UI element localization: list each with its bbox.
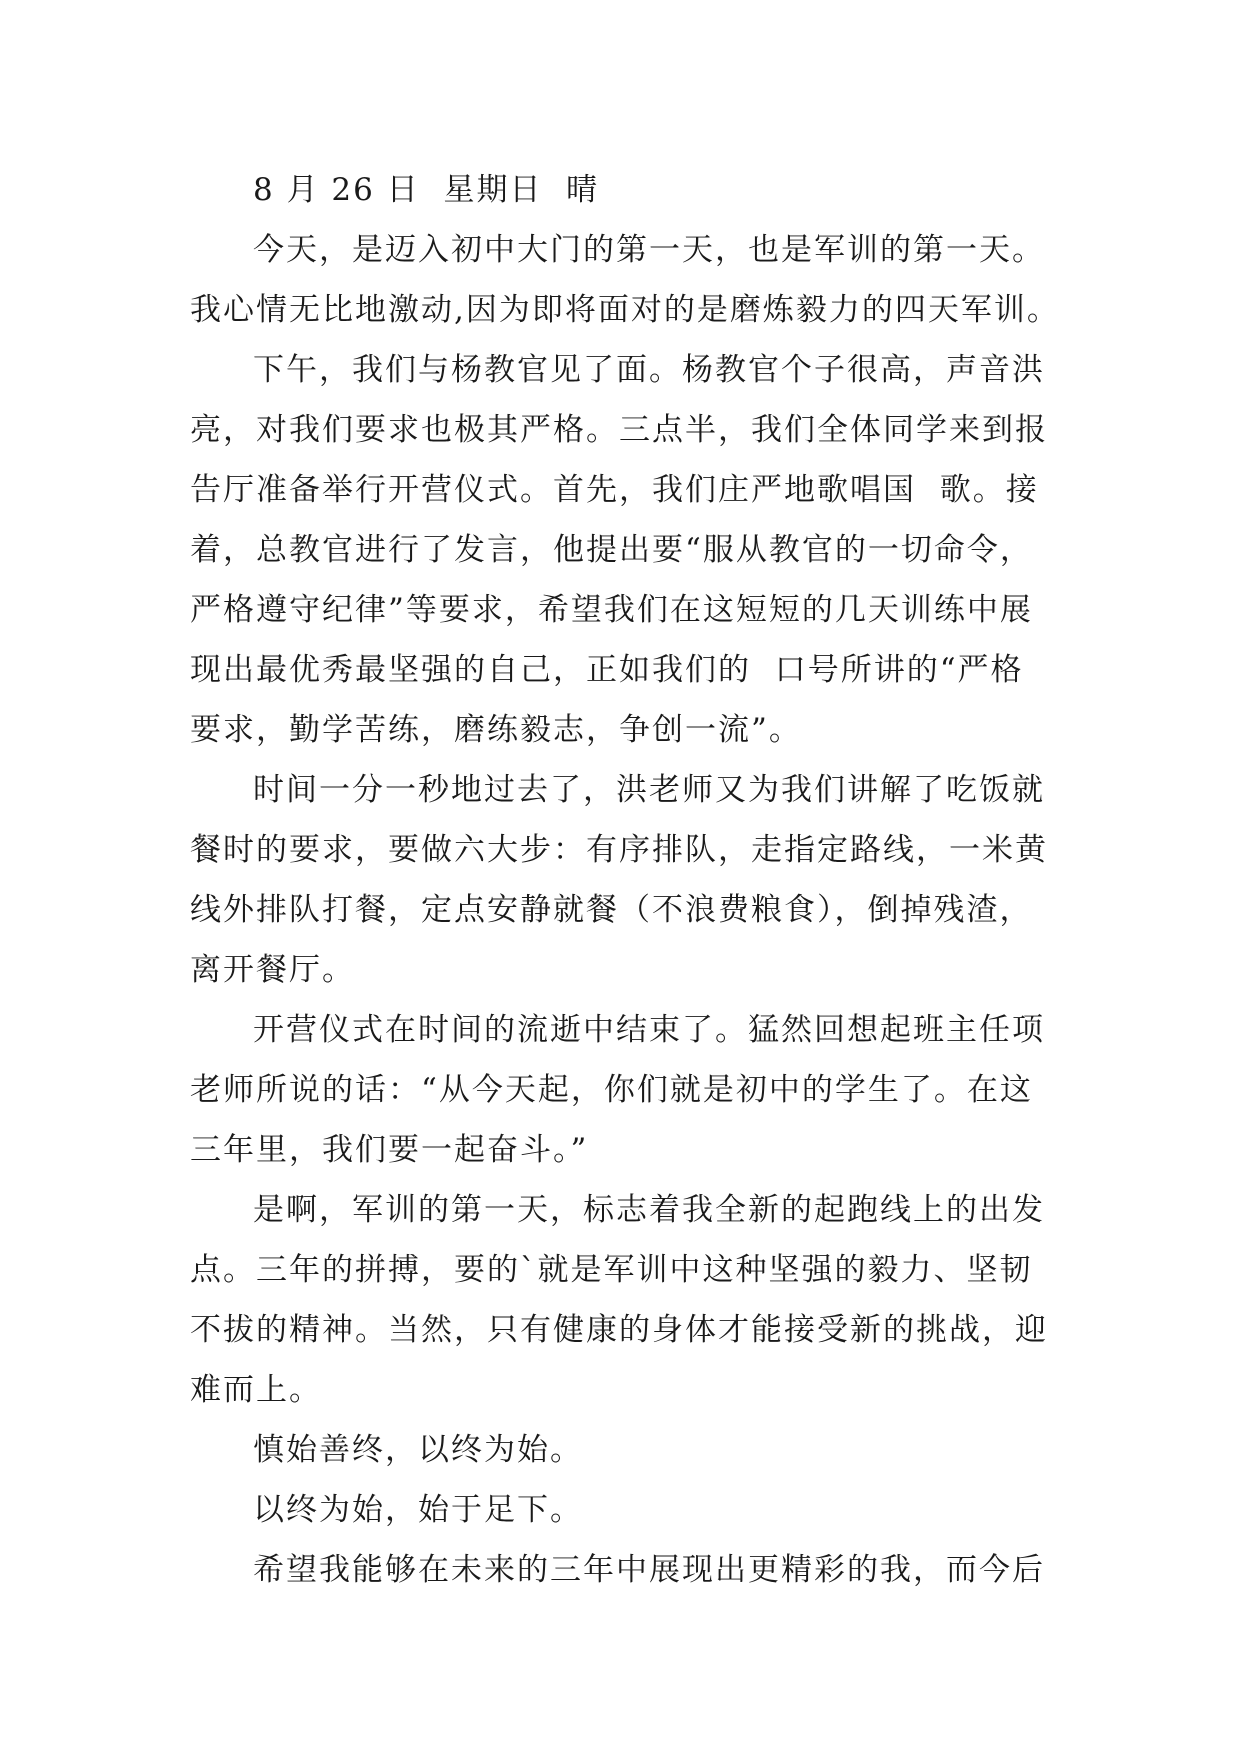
paragraph-line: 点。三年的拼搏，要的`就是军训中这种坚强的毅力、坚韧 xyxy=(190,1252,1033,1288)
paragraph-line: 三年里，我们要一起奋斗。” xyxy=(190,1132,589,1168)
paragraph-line: 严格遵守纪律”等要求，希望我们在这短短的几天训练中展 xyxy=(190,592,1033,628)
paragraph-line: 开营仪式在时间的流逝中结束了。猛然回想起班主任项 xyxy=(253,1012,1045,1048)
paragraph-line: 现出最优秀最坚强的自己，正如我们的 口号所讲的“严格 xyxy=(190,652,1024,688)
paragraph-line: 难而上。 xyxy=(190,1372,322,1408)
paragraph-line: 要求，勤学苦练，磨练毅志，争创一流”。 xyxy=(190,712,802,748)
paragraph-line: 着，总教官进行了发言，他提出要“服从教官的一切命令， xyxy=(190,532,1033,568)
paragraph-line: 离开餐厅。 xyxy=(190,952,355,988)
paragraph-line: 是啊，军训的第一天，标志着我全新的起跑线上的出发 xyxy=(253,1192,1045,1228)
paragraph-line: 线外排队打餐，定点安静就餐（不浪费粮食），倒掉残渣， xyxy=(190,892,1033,928)
paragraph-line: 老师所说的话：“从今天起，你们就是初中的学生了。在这 xyxy=(190,1072,1033,1108)
paragraph-line: 慎始善终，以终为始。 xyxy=(253,1432,583,1468)
date-line: 8 月 26 日 星期日 晴 xyxy=(253,172,600,208)
paragraph-line: 亮，对我们要求也极其严格。三点半，我们全体同学来到报 xyxy=(190,412,1048,448)
paragraph-line: 时间一分一秒地过去了，洪老师又为我们讲解了吃饭就 xyxy=(253,772,1045,808)
paragraph-line: 餐时的要求，要做六大步：有序排队，走指定路线，一米黄 xyxy=(190,832,1048,868)
diary-text xyxy=(190,160,1070,1600)
paragraph-line: 以终为始，始于足下。 xyxy=(253,1492,583,1528)
paragraph-line: 告厅准备举行开营仪式。首先，我们庄严地歌唱国 歌。接 xyxy=(190,472,1039,508)
paragraph-line: 我心情无比地激动,因为即将面对的是磨炼毅力的四天军训。 xyxy=(190,292,1060,328)
paragraph-line: 不拔的精神。当然，只有健康的身体才能接受新的挑战，迎 xyxy=(190,1312,1048,1348)
paragraph-line: 今天，是迈入初中大门的第一天，也是军训的第一天。 xyxy=(253,232,1045,268)
paragraph-line: 下午，我们与杨教官见了面。杨教官个子很高，声音洪 xyxy=(253,352,1045,388)
paragraph-line: 希望我能够在未来的三年中展现出更精彩的我，而今后 xyxy=(253,1552,1045,1588)
